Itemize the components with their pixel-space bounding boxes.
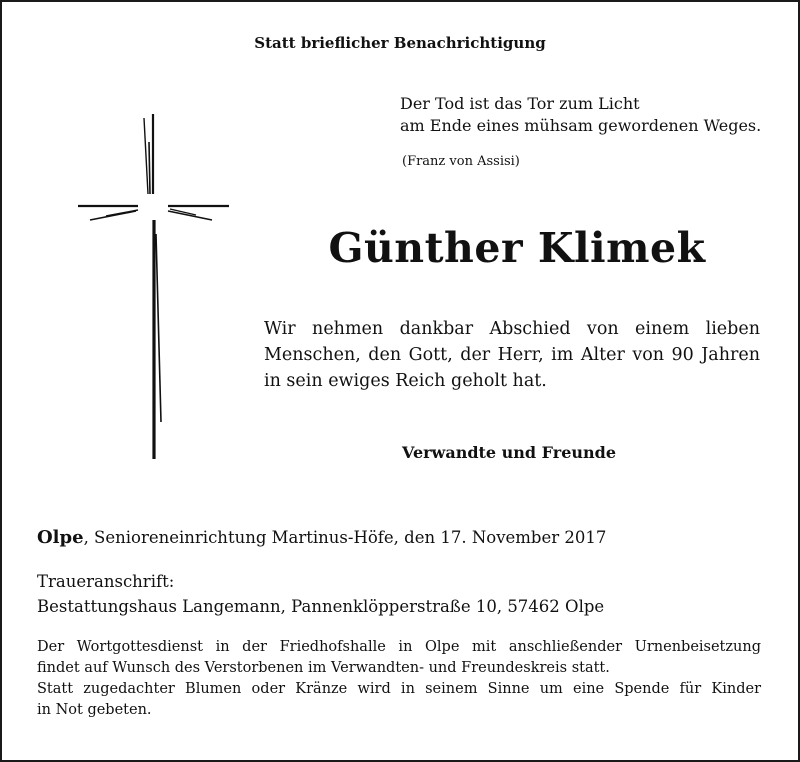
notice-line: Der Wortgottesdienst in der Friedhofshalle in Olpe mit anschließender Urnenbeisetzung (37, 639, 761, 655)
signoff: Verwandte und Freunde (402, 443, 616, 462)
quote (400, 93, 761, 137)
notice-line: findet auf Wunsch des Verstorbenen im Verwandten- und Freundeskreis statt. (37, 660, 610, 676)
notice-header: Statt brieflicher Benachrichtigung (254, 34, 546, 52)
place-city: Olpe (37, 527, 84, 548)
message-line: Wir nehmen dankbar Abschied von einem lieben (264, 319, 760, 339)
address-line: Bestattungshaus Langemann, Pannenklöpperstraße 10, 57462 Olpe (37, 597, 605, 616)
quote-line: am Ende eines mühsam gewordenen Weges. (400, 116, 762, 135)
cross-icon (76, 114, 232, 462)
message (264, 316, 760, 394)
address-label: Traueranschrift: (37, 572, 175, 591)
quote-source: (Franz von Assisi) (402, 154, 520, 169)
place-details: , Senioreneinrichtung Martinus-Höfe, den 17. November 2017 (83, 528, 607, 547)
message-line: Menschen, den Gott, der Herr, im Alter von 90 Jahren (264, 345, 760, 365)
deceased-name: Günther Klimek (328, 224, 706, 272)
quote-line: Der Tod ist das Tor zum Licht (400, 94, 640, 113)
message-line: in sein ewiges Reich geholt hat. (264, 371, 547, 391)
mourning-address (37, 569, 604, 619)
service-notice (37, 637, 761, 721)
notice-line: Statt zugedachter Blumen oder Kränze wird in seinem Sinne um eine Spende für Kinder (37, 681, 761, 697)
place-date (37, 527, 606, 548)
notice-line: in Not gebeten. (37, 702, 152, 718)
